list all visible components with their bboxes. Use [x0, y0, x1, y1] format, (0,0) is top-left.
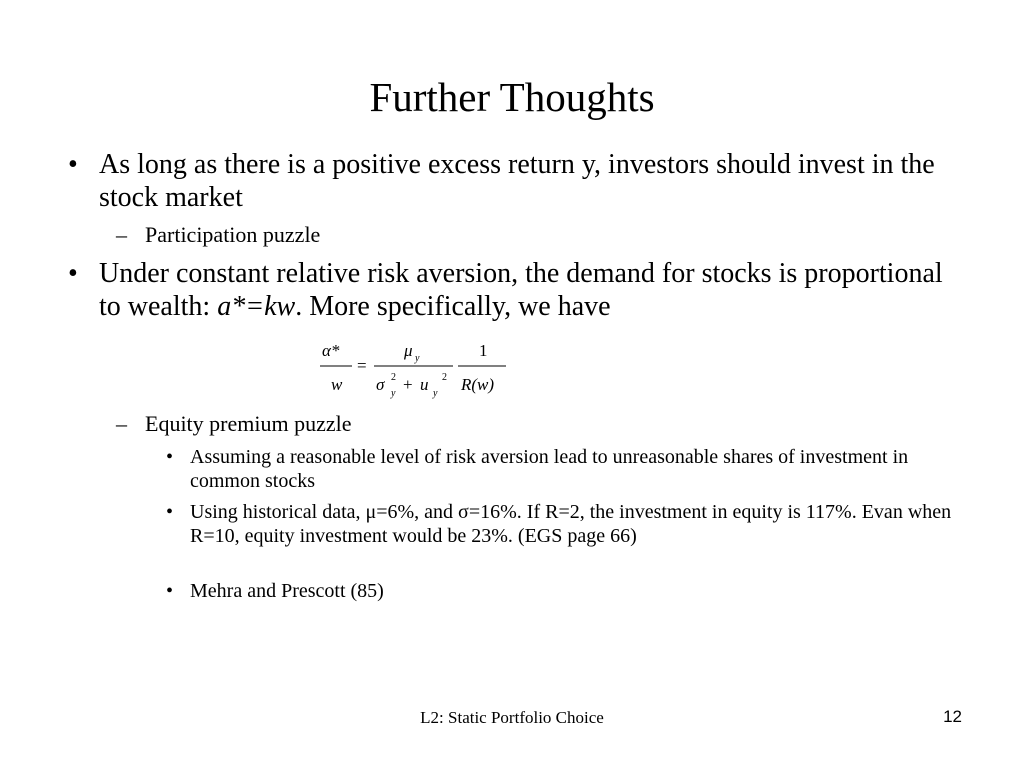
eq-mu: μ	[404, 341, 413, 360]
portfolio-share-equation	[318, 336, 518, 402]
dash-marker: –	[116, 411, 127, 436]
sub-sub-bullet-text: Using historical data, μ=6%, and σ=16%. If R=2, the investment in equity is 117%. Evan when R=10, equity investment would be 23%. (EGS page 66)	[190, 501, 952, 547]
eq-lhs-denominator: w	[331, 375, 343, 394]
eq-rhs-numerator: 1	[479, 341, 488, 360]
eq-u-sup: 2	[442, 372, 447, 383]
bullet-marker: •	[166, 580, 174, 602]
bullet-text-part: . More specifically, we have	[295, 291, 611, 322]
eq-u-sub: y	[433, 388, 438, 399]
eq-equals: =	[357, 356, 367, 375]
bullet-marker: •	[68, 258, 78, 289]
bullet-excess-return	[68, 148, 968, 214]
sub-bullet-participation-puzzle	[116, 222, 956, 248]
sub-sub-bullet	[166, 500, 956, 548]
bullet-text-part: Under constant relative risk aversion, the demand for stocks is proportional to wealth:	[99, 258, 943, 322]
sub-bullet-text: Equity premium puzzle	[145, 411, 352, 436]
sub-bullet-equity-premium-puzzle	[116, 411, 956, 437]
sub-bullet-text: Participation puzzle	[145, 222, 321, 247]
formula-inline: a*=kw	[217, 291, 296, 322]
page-number: 12	[943, 707, 962, 726]
eq-plus: +	[403, 375, 413, 394]
sub-sub-bullet-text: Mehra and Prescott (85)	[190, 580, 384, 602]
bullet-crra-demand	[68, 257, 968, 323]
eq-lhs-numerator: α*	[322, 341, 340, 360]
slide-title: Further Thoughts	[369, 74, 655, 120]
sub-sub-bullet-text: Assuming a reasonable level of risk aversion lead to unreasonable shares of investment in common stocks	[190, 446, 909, 492]
eq-mu-sub: y	[415, 353, 420, 364]
bullet-text: As long as there is a positive excess return y, investors should invest in the stock market	[99, 149, 935, 213]
bullet-marker: •	[166, 446, 174, 468]
bullet-text	[99, 257, 968, 323]
eq-rhs-denominator: R(w)	[461, 375, 495, 394]
dash-marker: –	[116, 222, 127, 247]
bullet-marker: •	[166, 501, 174, 523]
sub-sub-bullet	[166, 445, 956, 493]
bullet-marker: •	[68, 149, 78, 180]
eq-u: u	[420, 375, 429, 394]
sub-sub-bullet	[166, 579, 956, 603]
eq-sigma: σ	[376, 375, 385, 394]
eq-sigma-sup: 2	[391, 372, 396, 383]
slide-footer: L2: Static Portfolio Choice	[420, 708, 604, 727]
eq-sigma-sub: y	[391, 388, 396, 399]
